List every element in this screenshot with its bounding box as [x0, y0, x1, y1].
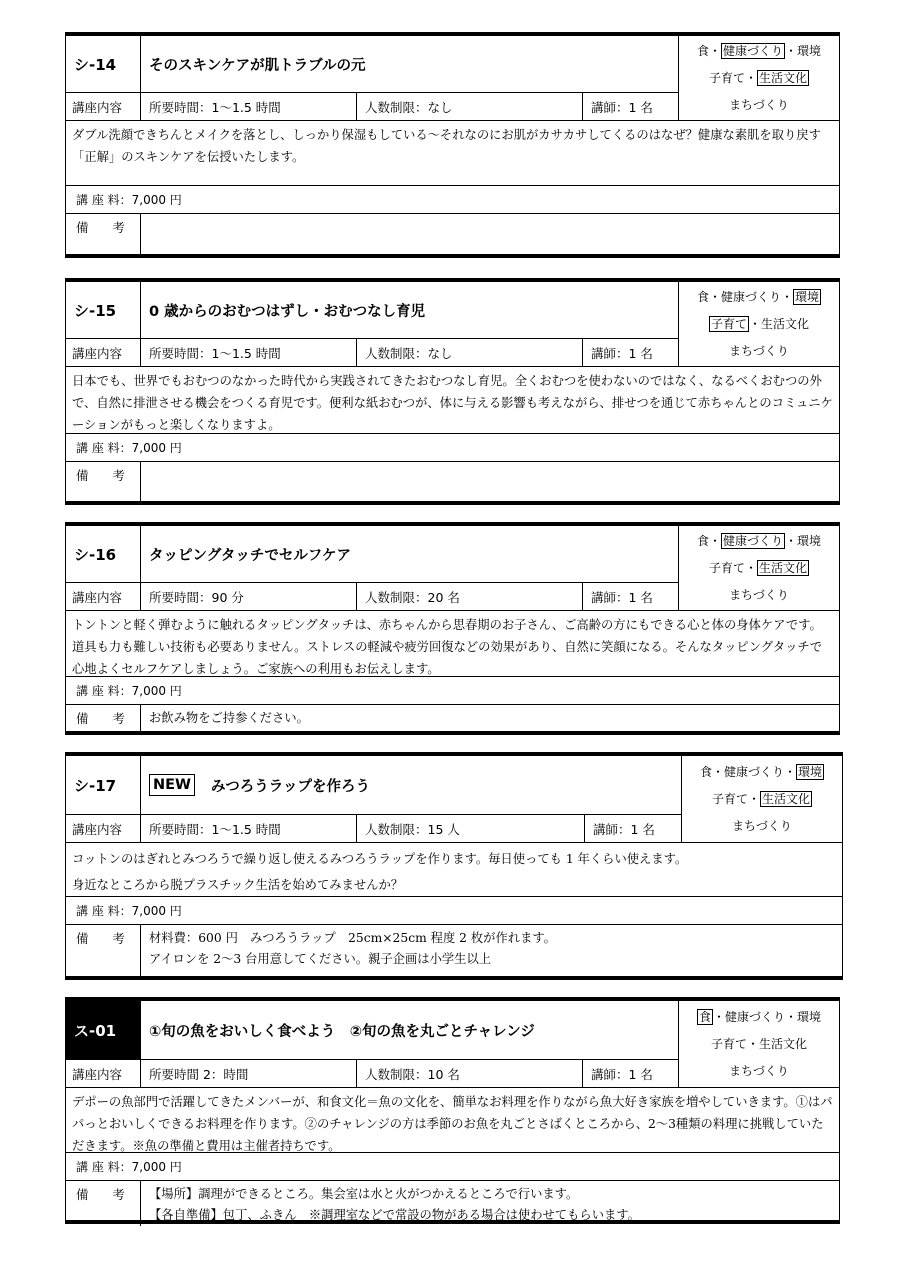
course-time: 所要時間：1～1.5 時間	[141, 93, 357, 120]
category-health: 健康づくり	[722, 43, 783, 58]
category-environment: 環境	[795, 289, 820, 304]
course-teacher: 講師：1 名	[583, 93, 679, 120]
course-time: 所要時間：1～1.5 時間	[141, 339, 357, 366]
category-list: 食・健康づくり・ 環境 子育て ・生活文化 まちづくり	[696, 289, 820, 358]
course-fee: 講 座 料：7,000 円	[66, 186, 839, 214]
course-card-shi-14	[65, 32, 840, 258]
course-time: 所要時間：90 分	[141, 583, 357, 610]
course-teacher: 講師：1 名	[585, 815, 682, 842]
category-parenting: 子育て	[710, 316, 747, 331]
course-fee: 講 座 料：7,000 円	[66, 1153, 839, 1181]
course-description: トントンと軽く弾むように触れるタッピングタッチは、赤ちゃんから思春期のお子さん、ご高齢の方にもできる心と体の身体ケアです。道具も力も難しい技術も必要ありません。ストレスの軽減や疲労回復などの効果があり、自然に笑顔になる。そんなタッピングタッチで心地よくセルフケアしましょう。ご家族への利用もお伝えします。	[66, 611, 839, 677]
course-content-label: 講座内容	[66, 815, 141, 842]
course-time: 所要時間：1～1.5 時間	[141, 815, 357, 842]
course-teacher: 講師：1 名	[583, 339, 679, 366]
course-code: シ-17	[66, 756, 141, 814]
category-lifestyle: 生活文化	[762, 791, 811, 806]
note-label: 備 考	[66, 925, 141, 977]
course-people-limit: 人数制限：20 名	[357, 583, 583, 610]
course-note: 材料費：600 円 みつろうラップ 25cm×25cm 程度 2 枚が作れます。 アイロンを 2～3 台用意してください。親子企画は小学生以上	[149, 931, 556, 966]
course-people-limit: 人数制限：なし	[357, 339, 583, 366]
course-title: そのスキンケアが肌トラブルの元	[141, 36, 679, 92]
course-note	[141, 214, 839, 256]
course-description: デポーの魚部門で活躍してきたメンバーが、和食文化＝魚の文化を、簡単なお料理を作りながら魚大好き家族を増やしていきます。①はパパっとおいしくできるお料理を作ります。②のチャレンジの方は季節のお魚を丸ごとさばくところから、2～3種類の料理に挑戦していただきます。※魚の準備と費用は主催者持ちです。	[66, 1088, 839, 1153]
course-code: ス-01	[66, 1001, 141, 1059]
new-badge: NEW	[149, 774, 195, 796]
category-lifestyle: 生活文化	[759, 560, 808, 575]
category-list: 食・ 健康づくり ・環境 子育て・ 生活文化 まちづくり	[696, 533, 822, 602]
course-content-label: 講座内容	[66, 1060, 141, 1087]
course-time: 所要時間 2：時間	[141, 1060, 357, 1087]
course-people-limit: 人数制限：なし	[357, 93, 583, 120]
category-list: 食 ・健康づくり・環境 子育て・生活文化 まちづくり	[698, 1009, 822, 1078]
course-teacher: 講師：1 名	[583, 583, 679, 610]
category-lifestyle: 生活文化	[759, 70, 808, 85]
course-note	[141, 462, 839, 504]
course-description: ダブル洗顔できちんとメイクを落とし、しっかり保湿もしている～それなのにお肌がカサカサしてくるのはなぜ？健康な素肌を取り戻す「正解」のスキンケアを伝授いたします。	[66, 121, 839, 186]
category-environment: 環境	[798, 764, 823, 779]
course-note: お飲み物をご持参ください。	[149, 711, 309, 725]
course-card-shi-16	[65, 522, 840, 735]
course-title: 0 歳からのおむつはずし・おむつなし育児	[141, 282, 679, 338]
course-people-limit: 人数制限：10 名	[357, 1060, 583, 1087]
course-code: シ-16	[66, 526, 141, 582]
course-fee: 講 座 料：7,000 円	[66, 434, 839, 462]
course-fee: 講 座 料：7,000 円	[66, 897, 842, 925]
course-content-label: 講座内容	[66, 93, 141, 120]
course-card-su-01	[65, 997, 840, 1224]
course-code: シ-15	[66, 282, 141, 338]
course-content-label: 講座内容	[66, 339, 141, 366]
course-people-limit: 人数制限：15 人	[357, 815, 585, 842]
course-title-area	[141, 756, 682, 814]
course-code: シ-14	[66, 36, 141, 92]
note-label: 備 考	[66, 462, 141, 504]
course-teacher: 講師：1 名	[583, 1060, 679, 1087]
course-content-label: 講座内容	[66, 583, 141, 610]
course-card-shi-15	[65, 278, 840, 505]
course-note: 【場所】調理ができるところ。集会室は水と火がつかえるところで行います。 【各自準備】包丁、ふきん ※調理室などで常設の物がある場合は使わせてもらいます。	[149, 1187, 640, 1222]
course-description: 日本でも、世界でもおむつのなかった時代から実践されてきたおむつなし育児。全くおむつを使わないのではなく、なるべくおむつの外で、自然に排泄させる機会をつくる育児です。便利な紙おむつが、体に与える影響も考えながら、排せつを通じて赤ちゃんとのコミュニケーションがもっと楽しくなりますよ。	[66, 367, 839, 434]
course-fee: 講 座 料：7,000 円	[66, 677, 839, 705]
course-description: コットンのはぎれとみつろうで繰り返し使えるみつろうラップを作ります。毎日使っても 1 年くらい使えます。 身近なところから脱プラスチック生活を始めてみませんか？	[66, 843, 842, 897]
category-list: 食・ 健康づくり ・環境 子育て・ 生活文化 まちづくり	[696, 43, 822, 112]
note-label: 備 考	[66, 1181, 141, 1226]
course-title: タッピングタッチでセルフケア	[141, 526, 679, 582]
category-health: 健康づくり	[722, 533, 783, 548]
note-label: 備 考	[66, 214, 141, 256]
note-label: 備 考	[66, 705, 141, 733]
course-title: みつろうラップを作ろう	[211, 778, 370, 795]
category-food: 食	[698, 1009, 711, 1024]
course-card-shi-17	[65, 752, 843, 980]
category-list: 食・健康づくり・ 環境 子育て・ 生活文化 まちづくり	[699, 764, 823, 833]
course-title: ①旬の魚をおいしく食べよう ②旬の魚を丸ごとチャレンジ	[141, 1001, 679, 1059]
